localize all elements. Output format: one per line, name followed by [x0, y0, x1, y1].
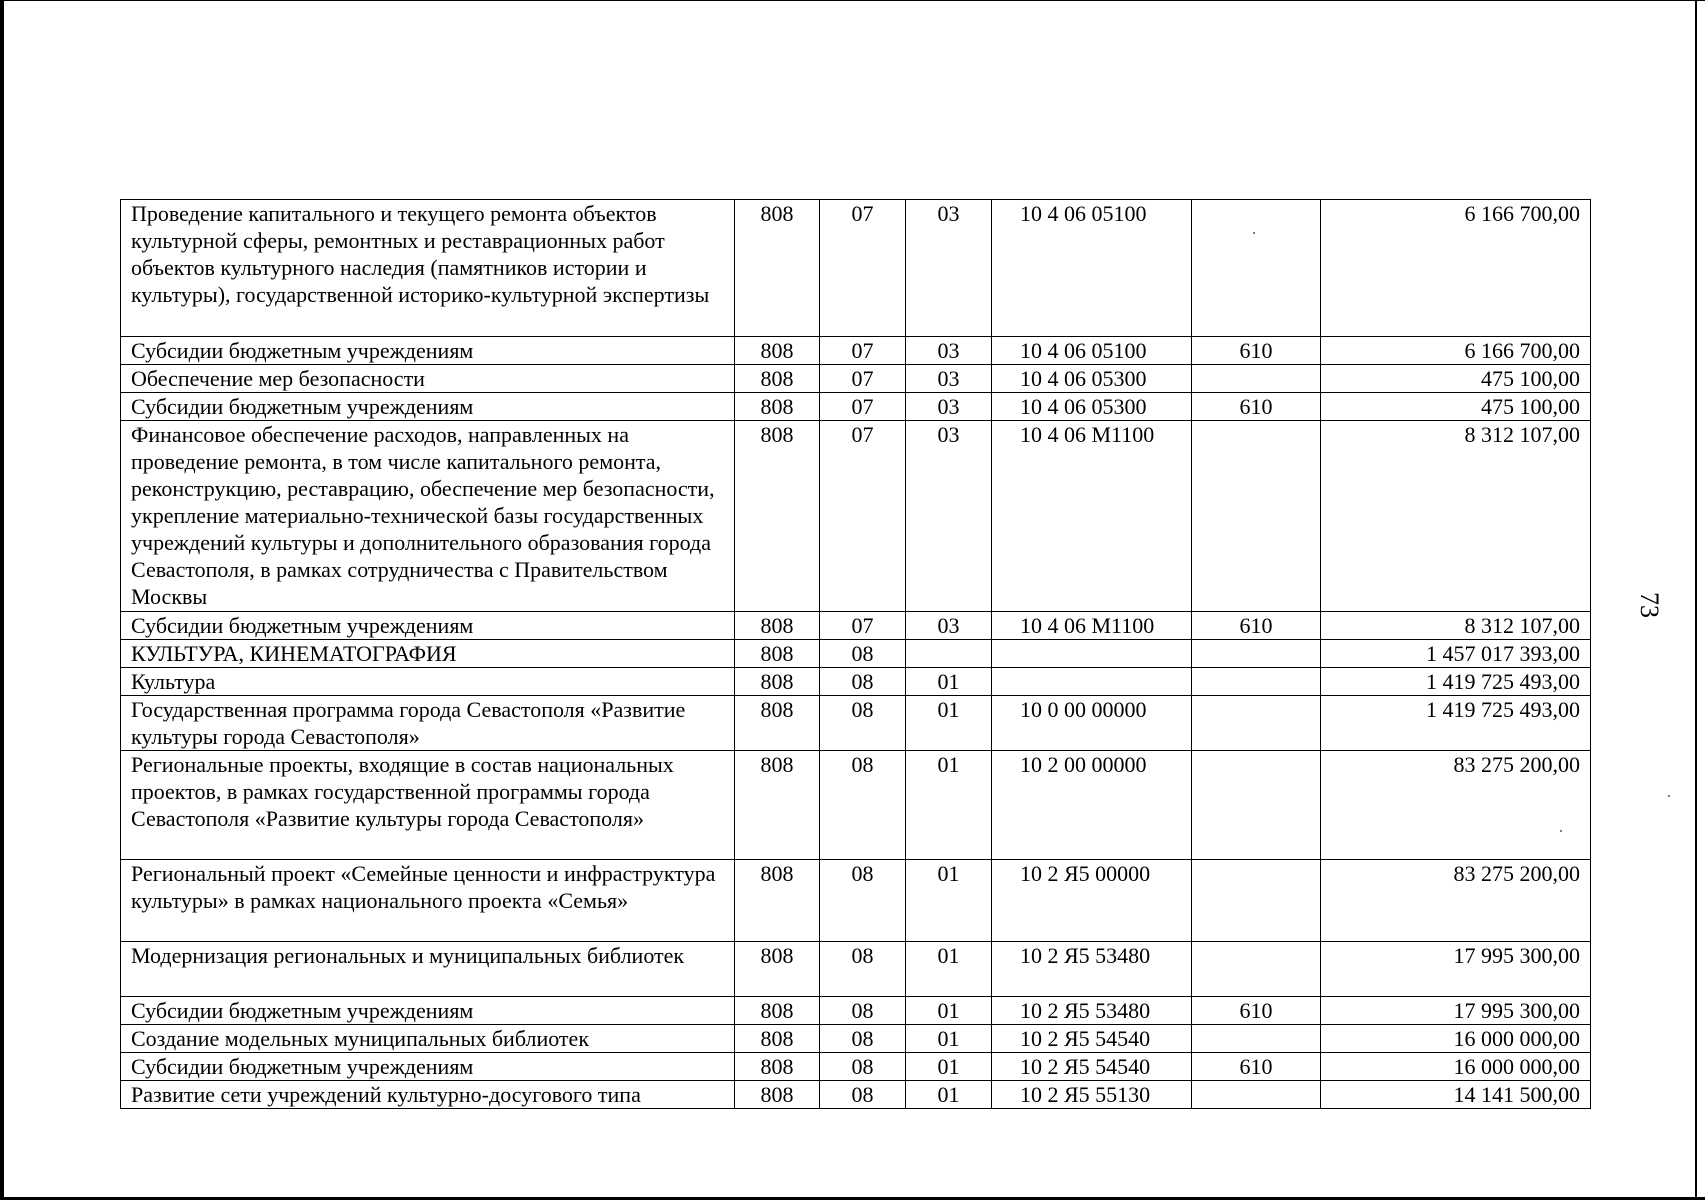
- cell-subsection-code: 01: [906, 1053, 992, 1081]
- cell-target-code: 10 4 06 05300: [992, 365, 1192, 393]
- cell-subsection-code: 03: [906, 421, 992, 612]
- cell-name: Финансовое обеспечение расходов, направленных на проведение ремонта, в том числе капитального ремонта, реконструкцию, реставрацию, обеспечение мер безопасности, укрепление материально-технической базы государственных учреждений культуры и дополнительного образования города Севастополя, в рамках сотрудничества с Правительством Москвы: [121, 421, 735, 612]
- cell-expense-type: 610: [1192, 393, 1321, 421]
- cell-name: Субсидии бюджетным учреждениям: [121, 337, 735, 365]
- cell-expense-type: [1192, 1081, 1321, 1109]
- cell-ministry-code: 808: [735, 997, 820, 1025]
- table-row: [121, 393, 1591, 421]
- cell-ministry-code: 808: [735, 751, 820, 860]
- cell-section-code: 07: [820, 200, 906, 337]
- cell-target-code: [992, 668, 1192, 696]
- table-row: [121, 942, 1591, 997]
- cell-ministry-code: 808: [735, 1081, 820, 1109]
- cell-name: Региональный проект «Семейные ценности и инфраструктура культуры» в рамках национального проекта «Семья»: [121, 860, 735, 942]
- cell-amount: 17 995 300,00: [1321, 942, 1591, 997]
- scan-speck: [1668, 795, 1670, 797]
- cell-section-code: 08: [820, 942, 906, 997]
- cell-section-code: 07: [820, 393, 906, 421]
- cell-expense-type: [1192, 365, 1321, 393]
- cell-section-code: 08: [820, 860, 906, 942]
- cell-ministry-code: 808: [735, 421, 820, 612]
- cell-ministry-code: 808: [735, 860, 820, 942]
- scan-speck: [1253, 232, 1255, 234]
- cell-section-code: 08: [820, 640, 906, 668]
- page-edge: [1695, 0, 1697, 1200]
- cell-amount: 6 166 700,00: [1321, 337, 1591, 365]
- cell-amount: 8 312 107,00: [1321, 421, 1591, 612]
- cell-ministry-code: 808: [735, 612, 820, 640]
- cell-subsection-code: 01: [906, 1025, 992, 1053]
- cell-name: Развитие сети учреждений культурно-досугового типа: [121, 1081, 735, 1109]
- cell-target-code: 10 2 00 00000: [992, 751, 1192, 860]
- cell-amount: 17 995 300,00: [1321, 997, 1591, 1025]
- cell-amount: 83 275 200,00: [1321, 860, 1591, 942]
- cell-section-code: 08: [820, 1081, 906, 1109]
- cell-subsection-code: 01: [906, 668, 992, 696]
- cell-name: Субсидии бюджетным учреждениям: [121, 393, 735, 421]
- cell-expense-type: [1192, 640, 1321, 668]
- cell-expense-type: [1192, 860, 1321, 942]
- table-row: [121, 751, 1591, 860]
- cell-subsection-code: 01: [906, 860, 992, 942]
- table-row: [121, 337, 1591, 365]
- cell-expense-type: [1192, 668, 1321, 696]
- cell-section-code: 08: [820, 1053, 906, 1081]
- cell-subsection-code: 03: [906, 337, 992, 365]
- table-row: [121, 997, 1591, 1025]
- cell-expense-type: 610: [1192, 997, 1321, 1025]
- table-row: [121, 1025, 1591, 1053]
- cell-target-code: 10 4 06 М1100: [992, 421, 1192, 612]
- cell-ministry-code: 808: [735, 640, 820, 668]
- cell-name: КУЛЬТУРА, КИНЕМАТОГРАФИЯ: [121, 640, 735, 668]
- table-row: [121, 200, 1591, 337]
- cell-section-code: 08: [820, 696, 906, 751]
- cell-target-code: 10 2 Я5 53480: [992, 942, 1192, 997]
- cell-expense-type: 610: [1192, 612, 1321, 640]
- cell-expense-type: [1192, 942, 1321, 997]
- cell-target-code: 10 2 Я5 55130: [992, 1081, 1192, 1109]
- page-number: 73: [1635, 592, 1664, 618]
- cell-target-code: 10 4 06 М1100: [992, 612, 1192, 640]
- cell-name: Региональные проекты, входящие в состав национальных проектов, в рамках государственной программы города Севастополя «Развитие культуры города Севастополя»: [121, 751, 735, 860]
- cell-name: Государственная программа города Севастополя «Развитие культуры города Севастополя»: [121, 696, 735, 751]
- cell-expense-type: 610: [1192, 1053, 1321, 1081]
- cell-expense-type: [1192, 751, 1321, 860]
- table-row: [121, 1081, 1591, 1109]
- table-row: [121, 860, 1591, 942]
- table-row: [121, 640, 1591, 668]
- cell-name: Модернизация региональных и муниципальных библиотек: [121, 942, 735, 997]
- cell-section-code: 08: [820, 668, 906, 696]
- cell-ministry-code: 808: [735, 365, 820, 393]
- table-row: [121, 612, 1591, 640]
- cell-section-code: 08: [820, 1025, 906, 1053]
- budget-table: [120, 199, 1591, 1109]
- cell-expense-type: [1192, 1025, 1321, 1053]
- cell-target-code: 10 0 00 00000: [992, 696, 1192, 751]
- cell-subsection-code: [906, 640, 992, 668]
- cell-ministry-code: 808: [735, 668, 820, 696]
- cell-target-code: 10 2 Я5 53480: [992, 997, 1192, 1025]
- cell-target-code: 10 4 06 05100: [992, 337, 1192, 365]
- cell-subsection-code: 01: [906, 997, 992, 1025]
- cell-name: Обеспечение мер безопасности: [121, 365, 735, 393]
- cell-ministry-code: 808: [735, 337, 820, 365]
- table-row: [121, 421, 1591, 612]
- table-body: [121, 200, 1591, 1109]
- cell-ministry-code: 808: [735, 696, 820, 751]
- cell-target-code: 10 2 Я5 00000: [992, 860, 1192, 942]
- cell-amount: 1 419 725 493,00: [1321, 668, 1591, 696]
- cell-section-code: 08: [820, 997, 906, 1025]
- cell-target-code: 10 2 Я5 54540: [992, 1025, 1192, 1053]
- cell-section-code: 07: [820, 421, 906, 612]
- cell-subsection-code: 03: [906, 365, 992, 393]
- cell-subsection-code: 01: [906, 1081, 992, 1109]
- cell-name: Субсидии бюджетным учреждениям: [121, 1053, 735, 1081]
- cell-name: Проведение капитального и текущего ремонта объектов культурной сферы, ремонтных и реставрационных работ объектов культурного наследия (памятников истории и культуры), государственной историко-культурной экспертизы: [121, 200, 735, 337]
- cell-amount: 475 100,00: [1321, 365, 1591, 393]
- cell-expense-type: [1192, 421, 1321, 612]
- cell-target-code: [992, 640, 1192, 668]
- cell-subsection-code: 01: [906, 696, 992, 751]
- cell-amount: 1 419 725 493,00: [1321, 696, 1591, 751]
- cell-subsection-code: 03: [906, 393, 992, 421]
- cell-expense-type: [1192, 200, 1321, 337]
- cell-name: Субсидии бюджетным учреждениям: [121, 997, 735, 1025]
- cell-section-code: 07: [820, 612, 906, 640]
- cell-amount: 1 457 017 393,00: [1321, 640, 1591, 668]
- table-row: [121, 668, 1591, 696]
- cell-section-code: 08: [820, 751, 906, 860]
- cell-amount: 475 100,00: [1321, 393, 1591, 421]
- cell-amount: 16 000 000,00: [1321, 1025, 1591, 1053]
- cell-ministry-code: 808: [735, 393, 820, 421]
- table-row: [121, 365, 1591, 393]
- cell-ministry-code: 808: [735, 200, 820, 337]
- cell-amount: 14 141 500,00: [1321, 1081, 1591, 1109]
- cell-subsection-code: 01: [906, 751, 992, 860]
- cell-expense-type: [1192, 696, 1321, 751]
- cell-expense-type: 610: [1192, 337, 1321, 365]
- cell-name: Культура: [121, 668, 735, 696]
- cell-section-code: 07: [820, 337, 906, 365]
- scan-speck: [1560, 830, 1562, 832]
- cell-ministry-code: 808: [735, 942, 820, 997]
- cell-amount: 83 275 200,00: [1321, 751, 1591, 860]
- cell-ministry-code: 808: [735, 1053, 820, 1081]
- cell-target-code: 10 4 06 05100: [992, 200, 1192, 337]
- cell-section-code: 07: [820, 365, 906, 393]
- cell-target-code: 10 4 06 05300: [992, 393, 1192, 421]
- cell-ministry-code: 808: [735, 1025, 820, 1053]
- cell-name: Субсидии бюджетным учреждениям: [121, 612, 735, 640]
- cell-amount: 8 312 107,00: [1321, 612, 1591, 640]
- cell-amount: 6 166 700,00: [1321, 200, 1591, 337]
- cell-subsection-code: 03: [906, 612, 992, 640]
- cell-subsection-code: 03: [906, 200, 992, 337]
- cell-subsection-code: 01: [906, 942, 992, 997]
- table-row: [121, 696, 1591, 751]
- cell-name: Создание модельных муниципальных библиотек: [121, 1025, 735, 1053]
- table-row: [121, 1053, 1591, 1081]
- cell-target-code: 10 2 Я5 54540: [992, 1053, 1192, 1081]
- cell-amount: 16 000 000,00: [1321, 1053, 1591, 1081]
